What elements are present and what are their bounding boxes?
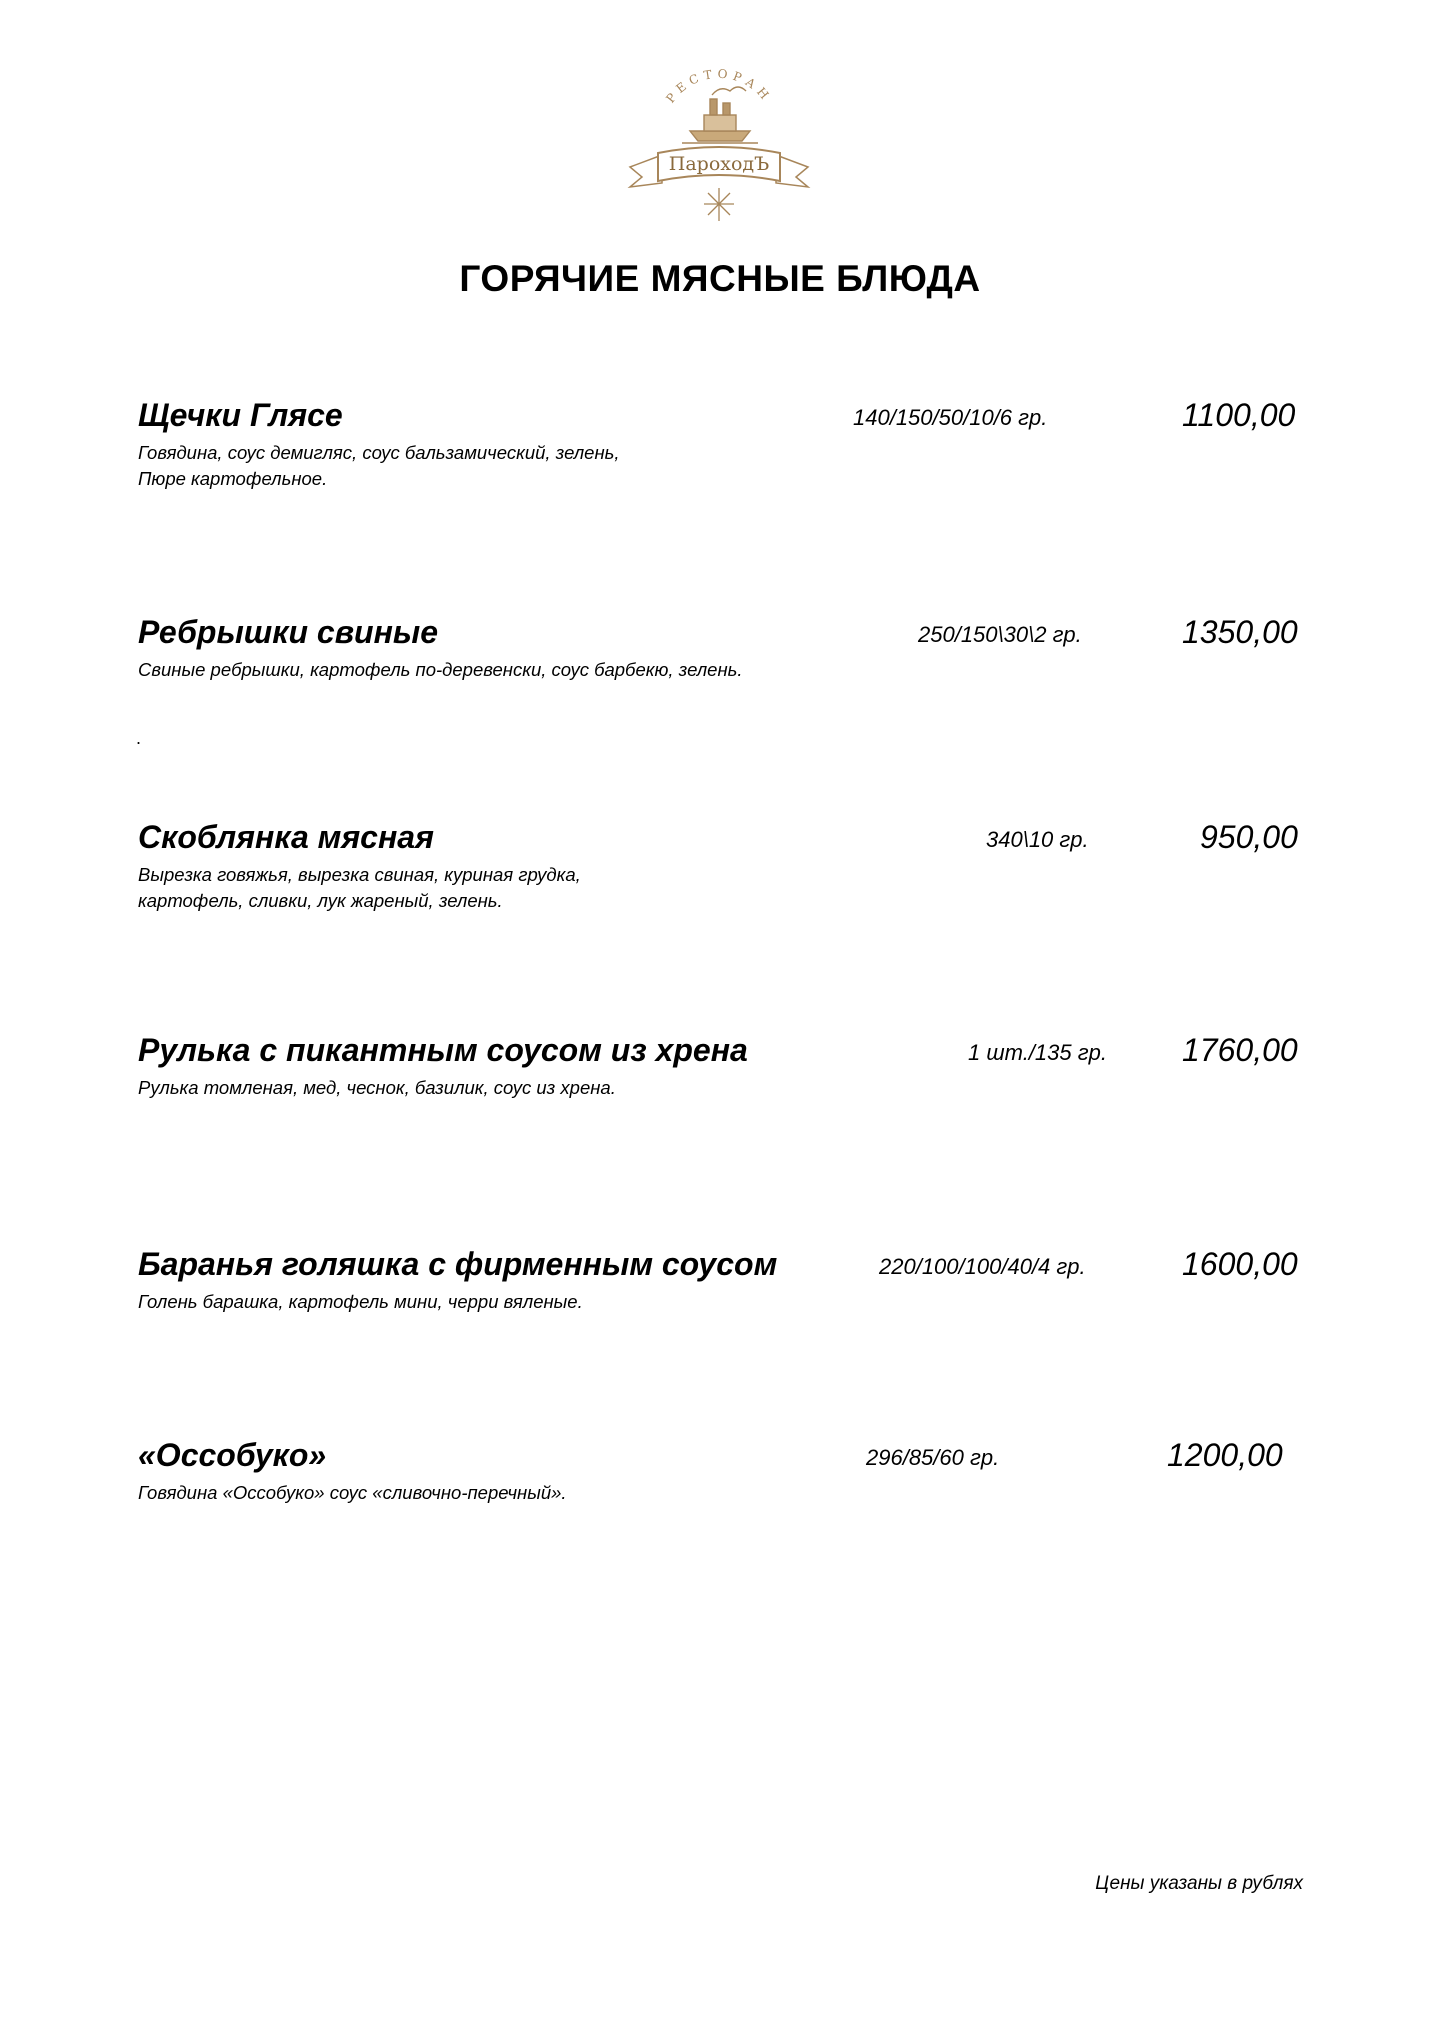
dish-name: Ребрышки свиные [138,614,439,650]
dish-name: Баранья голяшка с фирменным соусом [138,1246,778,1282]
dish-description [138,862,581,914]
dish-name: Рулька с пикантным соусом из хрена [138,1032,748,1068]
dish-weight: 340\10 гр. [986,827,1089,852]
dish-price: 1600,00 [1182,1246,1298,1282]
dish-price: 950,00 [1200,819,1298,855]
ship-icon [682,87,758,143]
dish-name: Щечки Глясе [138,397,343,433]
restaurant-logo [612,55,826,223]
dish-price: 1100,00 [1182,397,1296,433]
menu-item [0,614,1440,724]
dish-description [138,1480,567,1506]
menu-item [0,1437,1440,1547]
compass-star-icon [704,188,734,221]
dish-weight: 296/85/60 гр. [866,1445,1000,1470]
dish-price: 1200,00 [1167,1437,1283,1473]
dish-description [138,440,620,492]
logo-name-text: ПароходЪ [668,153,770,175]
menu-item [0,819,1440,929]
dish-name: «Оссобуко» [138,1437,327,1473]
logo-arc-text: РЕСТОРАН [663,66,775,106]
dish-description [138,657,743,683]
dish-price: 1350,00 [1182,614,1298,650]
dish-description-line: Свиные ребрышки, картофель по-деревенски, соус барбекю, зелень. [138,659,743,680]
dish-weight: 1 шт./135 гр. [968,1040,1107,1065]
dish-description-line: Голень барашка, картофель мини, черри вяленые. [138,1291,583,1312]
stray-mark: . [136,728,142,748]
dish-weight: 220/100/100/40/4 гр. [879,1254,1086,1279]
dish-description [138,1289,583,1315]
dish-price: 1760,00 [1182,1032,1298,1068]
menu-item [0,397,1440,507]
dish-description-line: Вырезка говяжья, вырезка свиная, куриная грудка, [138,864,581,885]
dish-description-line: картофель, сливки, лук жареный, зелень. [138,890,503,911]
dish-description-line: Рулька томленая, мед, чеснок, базилик, соус из хрена. [138,1077,616,1098]
dish-description-line: Говядина «Оссобуко» соус «сливочно-перечный». [138,1482,567,1503]
menu-item [0,1032,1440,1142]
dish-name: Скоблянка мясная [138,819,434,855]
dish-description [138,1075,616,1101]
footer-note: Цены указаны в рублях [1095,1873,1303,1894]
dish-weight: 140/150/50/10/6 гр. [853,405,1048,430]
dish-description-line: Говядина, соус демигляс, соус бальзамический, зелень, [138,442,620,463]
dish-description-line: Пюре картофельное. [138,468,328,489]
page-title: ГОРЯЧИЕ МЯСНЫЕ БЛЮДА [459,258,981,299]
menu-item [0,1246,1440,1356]
dish-weight: 250/150\30\2 гр. [918,622,1082,647]
